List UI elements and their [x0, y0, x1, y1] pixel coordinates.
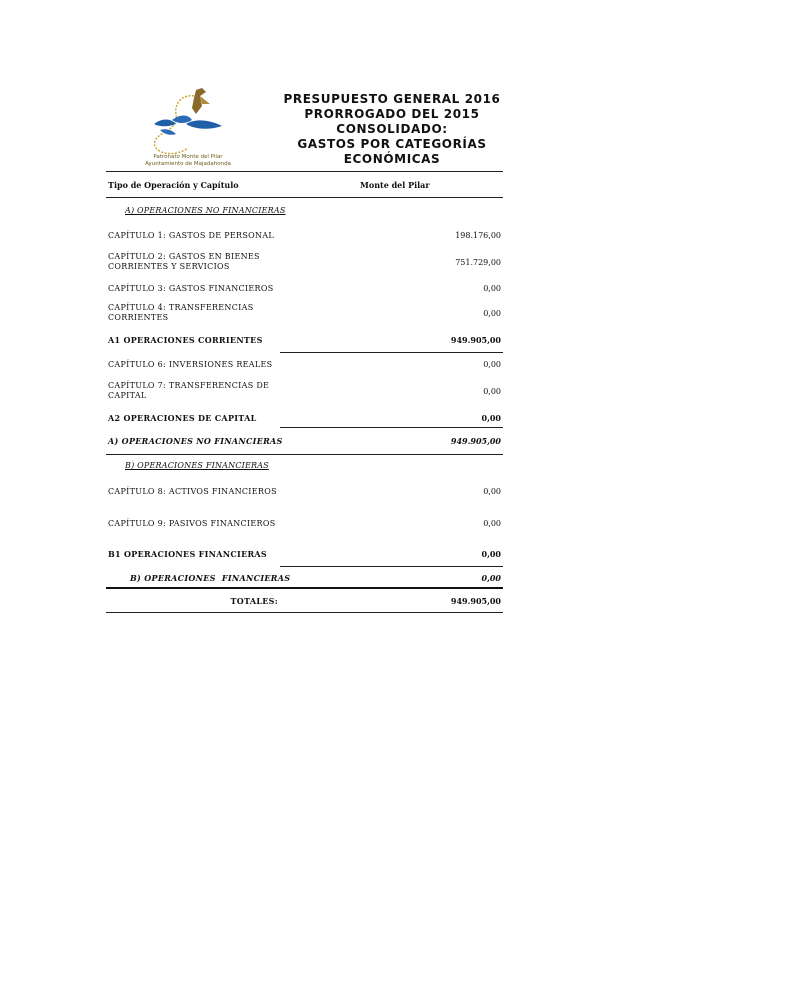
- row-label-cap2-line-1: CAPÍTULO 2: GASTOS EN BIENES: [108, 252, 260, 261]
- row-label-cap9: CAPÍTULO 9: PASIVOS FINANCIEROS: [108, 519, 276, 528]
- b-total-value: 0,00: [481, 573, 501, 583]
- row-value-cap7: 0,00: [483, 387, 501, 396]
- row-label-cap7: [108, 381, 269, 401]
- column-header-value: Monte del Pilar: [360, 180, 430, 190]
- b-total-label: B) OPERACIONES FINANCIERAS: [130, 573, 291, 583]
- column-header-concept: Tipo de Operación y Capítulo: [108, 180, 239, 190]
- row-label-cap2: [108, 252, 260, 272]
- title-line-4: GASTOS POR CATEGORÍAS: [297, 137, 487, 151]
- row-value-cap6: 0,00: [483, 360, 501, 369]
- table-top-rule: [106, 171, 503, 172]
- totals-top-rule: [106, 587, 503, 589]
- logo-caption-line-2: Ayuntamiento de Majadahonda: [145, 160, 231, 167]
- row-value-cap1: 198.176,00: [455, 231, 501, 240]
- row-label-cap2-line-2: CORRIENTES Y SERVICIOS: [108, 262, 230, 271]
- a-total-label: A) OPERACIONES NO FINANCIERAS: [108, 436, 283, 446]
- row-label-cap4: [108, 303, 253, 323]
- a1-rule: [280, 352, 503, 353]
- totals-bottom-rule: [106, 612, 503, 613]
- section-b-heading: B) OPERACIONES FINANCIERAS: [125, 461, 269, 470]
- row-value-cap2: 751.729,00: [455, 258, 501, 267]
- title-line-5: ECONÓMICAS: [343, 152, 441, 166]
- row-label-cap6: CAPÍTULO 6: INVERSIONES REALES: [108, 360, 273, 369]
- b1-rule: [280, 566, 503, 567]
- row-label-cap8: CAPÍTULO 8: ACTIVOS FINANCIEROS: [108, 487, 277, 496]
- b1-value: 0,00: [481, 549, 501, 559]
- title-line-2: PRORROGADO DEL 2015: [304, 107, 480, 121]
- row-value-cap9: 0,00: [483, 519, 501, 528]
- totals-value: 949.905,00: [450, 596, 501, 606]
- logo-caption-line-1: Patronato Monte del Pilar: [153, 154, 223, 160]
- row-label-cap7-line-2: CAPITAL: [108, 391, 147, 400]
- a2-label: A2 OPERACIONES DE CAPITAL: [108, 413, 257, 423]
- title-line-1: PRESUPUESTO GENERAL 2016: [283, 92, 501, 106]
- row-label-cap1: CAPÍTULO 1: GASTOS DE PERSONAL: [108, 231, 274, 240]
- logo-caption: [136, 154, 240, 167]
- title-line-3: CONSOLIDADO:: [336, 122, 448, 136]
- a1-value: 949.905,00: [450, 335, 501, 345]
- page-title: [282, 92, 502, 167]
- row-value-cap8: 0,00: [483, 487, 501, 496]
- row-label-cap4-line-2: CORRIENTES: [108, 313, 169, 322]
- a-total-rule: [106, 454, 503, 455]
- row-label-cap3: CAPÍTULO 3: GASTOS FINANCIEROS: [108, 284, 274, 293]
- a2-value: 0,00: [481, 413, 501, 423]
- section-a-heading: A) OPERACIONES NO FINANCIERAS: [125, 206, 286, 215]
- a1-label: A1 OPERACIONES CORRIENTES: [108, 335, 263, 345]
- row-value-cap4: 0,00: [483, 309, 501, 318]
- row-value-cap3: 0,00: [483, 284, 501, 293]
- a2-rule: [280, 427, 503, 428]
- b1-label: B1 OPERACIONES FINANCIERAS: [108, 549, 267, 559]
- a-total-value: 949.905,00: [450, 436, 501, 446]
- totals-label: TOTALES:: [230, 596, 278, 606]
- header-bottom-rule: [106, 197, 503, 198]
- row-label-cap4-line-1: CAPÍTULO 4: TRANSFERENCIAS: [108, 303, 254, 312]
- row-label-cap7-line-1: CAPÍTULO 7: TRANSFERENCIAS DE: [108, 381, 270, 390]
